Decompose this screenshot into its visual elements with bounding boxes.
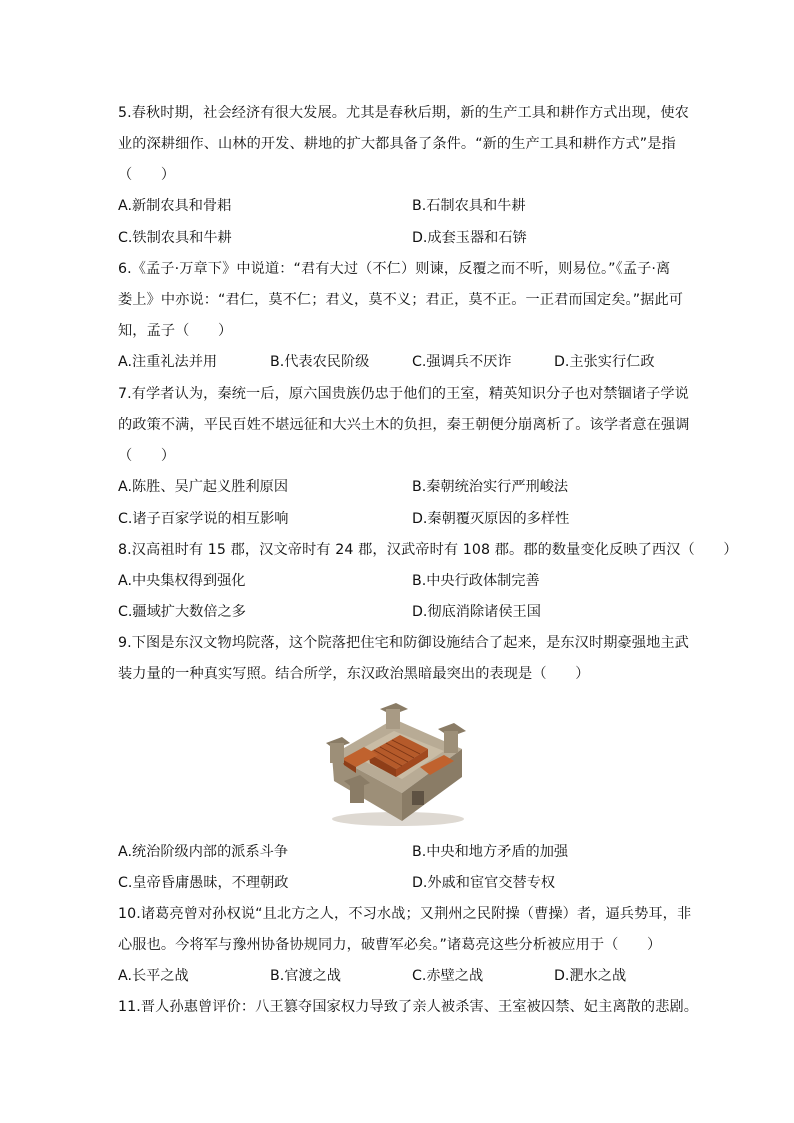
q9-option-a[interactable]: A.统治阶级内部的派系斗争 — [118, 844, 289, 860]
q6-option-a[interactable]: A.注重礼法并用 — [118, 354, 218, 370]
q11-line-1: 11.晋人孙惠曾评价：八王篡夺国家权力导致了亲人被杀害、王室被囚禁、妃主离散的悲剧。 — [118, 999, 699, 1015]
q8-option-a[interactable]: A.中央集权得到强化 — [118, 573, 246, 589]
q8-line-1: 8.汉高祖时有 15 郡，汉文帝时有 24 郡，汉武帝时有 108 郡。郡的数量变化反映了西汉（ ） — [118, 542, 738, 558]
q5-option-c[interactable]: C.铁制农具和牛耕 — [118, 230, 232, 246]
q7-line-2: 的政策不满，平民百姓不堪远征和大兴土木的负担，秦王朝便分崩离析了。该学者意在强调 — [118, 417, 690, 433]
q5-line-2: 业的深耕细作、山林的开发、耕地的扩大都具备了条件。“新的生产工具和耕作方式”是指 — [118, 136, 676, 152]
q7-line-3: （ ） — [118, 448, 176, 464]
q10-option-d[interactable]: D.淝水之战 — [554, 968, 627, 984]
q7-option-a[interactable]: A.陈胜、吴广起义胜利原因 — [118, 479, 289, 495]
q5-option-d[interactable]: D.成套玉器和石锛 — [412, 230, 527, 246]
q10-line-2: 心服也。今将军与豫州协备协规同力，破曹军必矣。”诸葛亮这些分析被应用于（ ） — [118, 937, 662, 953]
q10-option-c[interactable]: C.赤壁之战 — [412, 968, 484, 984]
q9-option-d[interactable]: D.外戚和宦官交替专权 — [412, 875, 556, 891]
q5-line-3: （ ） — [118, 167, 176, 183]
q6-line-1: 6.《孟子·万章下》中说道：“君有大过（不仁）则谏，反覆之而不听，则易位。”《孟子·离 — [118, 261, 671, 277]
q6-option-b[interactable]: B.代表农民阶级 — [270, 354, 370, 370]
q5-option-b[interactable]: B.石制农具和牛耕 — [412, 198, 526, 214]
q10-option-a[interactable]: A.长平之战 — [118, 968, 189, 984]
q8-option-b[interactable]: B.中央行政体制完善 — [412, 573, 540, 589]
q9-option-b[interactable]: B.中央和地方矛盾的加强 — [412, 844, 569, 860]
q10-line-1: 10.诸葛亮曾对孙权说“且北方之人，不习水战；又荆州之民附操（曹操）者，逼兵势耳，非 — [118, 906, 692, 922]
q6-option-d[interactable]: D.主张实行仁政 — [554, 354, 655, 370]
q7-option-d[interactable]: D.秦朝覆灭原因的多样性 — [412, 511, 570, 527]
q10-option-b[interactable]: B.官渡之战 — [270, 968, 341, 984]
q5-option-a[interactable]: A.新制农具和骨耜 — [118, 198, 232, 214]
q8-option-c[interactable]: C.疆域扩大数倍之多 — [118, 604, 246, 620]
q7-line-1: 7.有学者认为，秦统一后，原六国贵族仍忠于他们的王室，精英知识分子也对禁锢诸子学说 — [118, 386, 689, 402]
q9-line-2: 装力量的一种真实写照。结合所学，东汉政治黑暗最突出的表现是（ ） — [118, 666, 590, 682]
q9-line-1: 9.下图是东汉文物坞院落，这个院落把住宅和防御设施结合了起来，是东汉时期豪强地主武 — [118, 635, 689, 651]
q6-line-3: 知，孟子（ ） — [118, 323, 233, 339]
pottery-courtyard-illustration — [320, 697, 470, 829]
q9-option-c[interactable]: C.皇帝昏庸愚昧，不理朝政 — [118, 875, 289, 891]
q7-option-b[interactable]: B.秦朝统治实行严刑峻法 — [412, 479, 569, 495]
q5-line-1: 5.春秋时期，社会经济有很大发展。尤其是春秋后期，新的生产工具和耕作方式出现，使农 — [118, 105, 689, 121]
pottery-courtyard-figure — [320, 697, 470, 829]
q7-option-c[interactable]: C.诸子百家学说的相互影响 — [118, 511, 289, 527]
q6-line-2: 娄上》中亦说：“君仁，莫不仁；君义，莫不义；君正，莫不正。一正君而国定矣。”据此可 — [118, 292, 684, 308]
q8-option-d[interactable]: D.彻底消除诸侯王国 — [412, 604, 541, 620]
q6-option-c[interactable]: C.强调兵不厌诈 — [412, 354, 512, 370]
